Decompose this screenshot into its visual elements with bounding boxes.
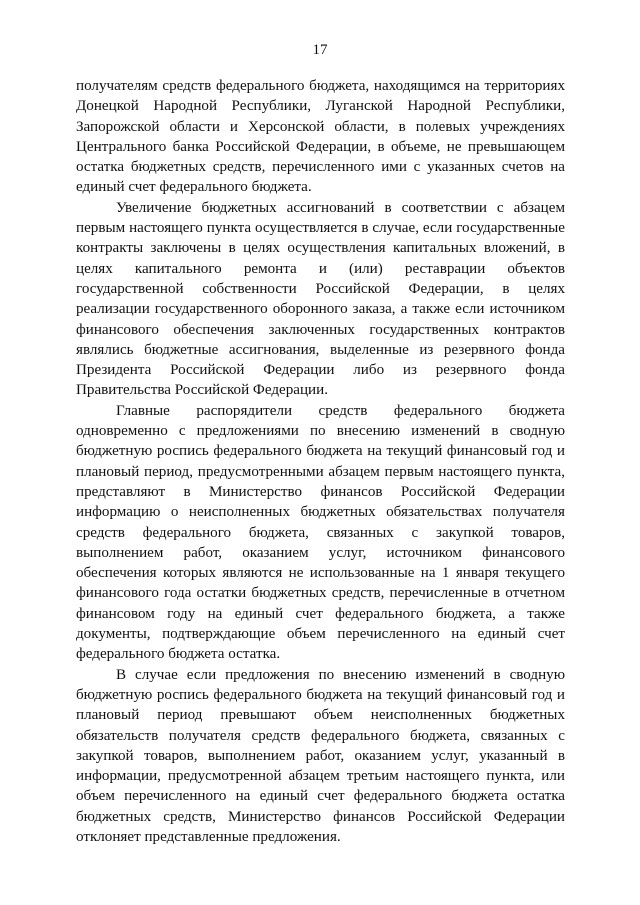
paragraph-continued: получателям средств федерального бюджета, находящимся на территориях Донецкой Народной Республики, Луганской Народной Республики, Запорожской области и Херсонской области, в полевых учреждениях Центрального банка Российской Федерации, в объеме, не превышающем остатка бюджетных средств, перечисленного ими с указанных счетов на единый счет федерального бюджета.	[76, 78, 565, 196]
document-body	[76, 76, 565, 847]
page-number: 17	[312, 42, 328, 58]
paragraph-rejection-case: В случае если предложения по внесению изменений в сводную бюджетную роспись федерального бюджета на текущий финансовый год и плановый период превышают объем неисполненных бюджетных обязательств получателя средств федерального бюджета, связанных с закупкой товаров, выполнением работ, оказанием услуг, указанный в информации, предусмотренной абзацем третьим настоящего пункта, или объем перечисленного на единый счет федерального бюджета остатка бюджетных средств, Министерство финансов Российской Федерации отклоняет представленные предложения.	[76, 666, 565, 845]
paragraph-budget-increase: Увеличение бюджетных ассигнований в соответствии с абзацем первым настоящего пункта осуществляется в случае, если государственные контракты заключены в целях осуществления капитальных вложений, в целях капитального ремонта и (или) реставрации объектов государственной собственности Российской Федерации, в целях реализации государственного оборонного заказа, а также если источником финансового обеспечения заключенных государственных контрактов являлись бюджетные ассигнования, выделенные из резервного фонда Президента Российской Федерации либо из резервного фонда Правительства Российской Федерации.	[76, 199, 565, 399]
paragraph-main-administrators: Главные распорядители средств федерального бюджета одновременно с предложениями по внесению изменений в сводную бюджетную роспись федерального бюджета на текущий финансовый год и плановый период, предусмотренными абзацем первым настоящего пункта, представляют в Министерство финансов Российской Федерации информацию о неисполненных бюджетных обязательствах получателя средств федерального бюджета, связанных с закупкой товаров, выполнением работ, оказанием услуг, источником финансового обеспечения которых являются не использованные на 1 января текущего финансового года остатки бюджетных средств, перечисленные в отчетном финансовом году на единый счет федерального бюджета, а также документы, подтверждающие объем перечисленного на единый счет федерального бюджета остатка.	[76, 402, 565, 663]
